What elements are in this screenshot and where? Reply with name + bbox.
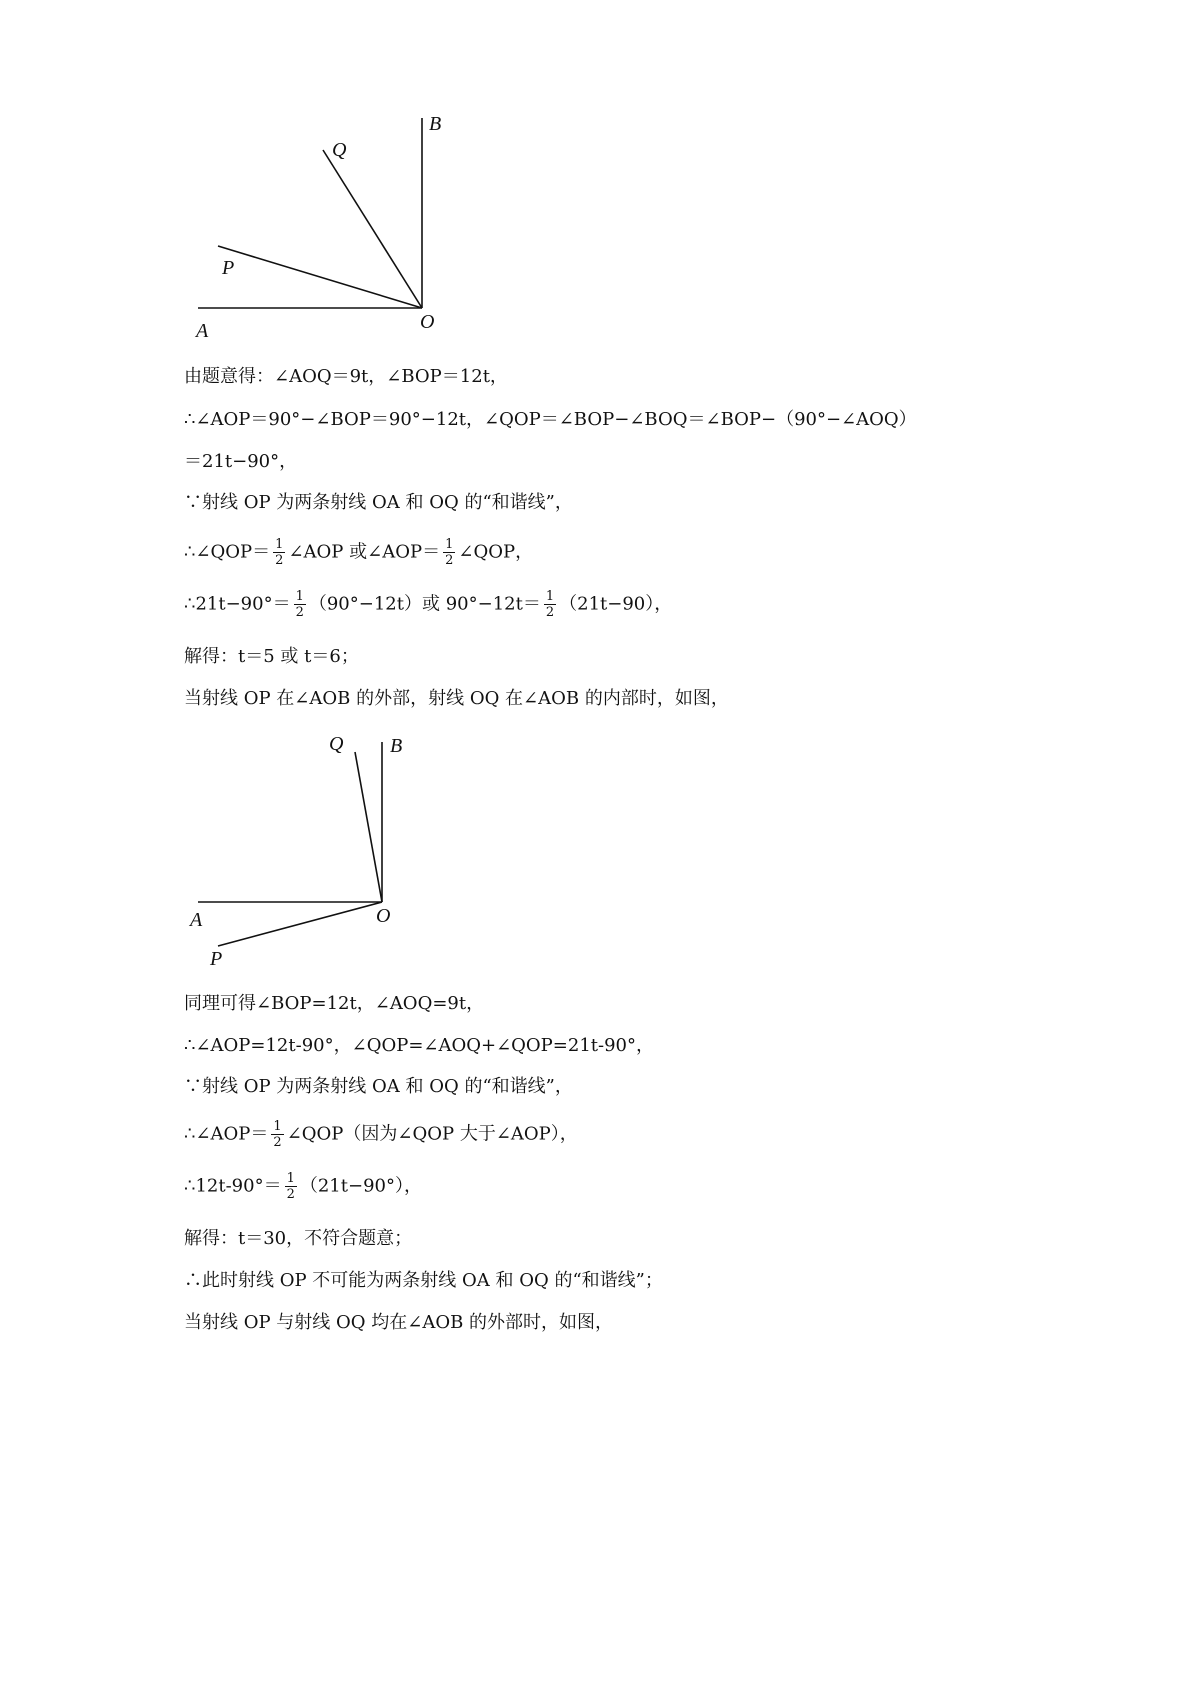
text-line: ∴∠AOP＝90°−∠BOP＝90°−12t，∠QOP＝∠BOP−∠BOQ＝∠BOP−（90°−∠AOQ） <box>184 409 917 430</box>
label-b: B <box>429 113 442 135</box>
text-line: ∴∠AOP=12t-90°，∠QOP=∠AOQ+∠QOP=21t-90°， <box>184 1035 654 1056</box>
text-line-with-fraction: ∴∠AOP＝ $\frac{1}{2}$ ∠QOP（因为∠QOP 大于∠AOP）， <box>184 1119 578 1150</box>
figure-1 <box>180 100 460 340</box>
text-line: ＝21t−90°， <box>184 451 298 472</box>
label-a: A <box>190 909 203 931</box>
text-line: ∵射线 OP 为两条射线 OA 和 OQ 的“和谐线”， <box>184 1076 573 1097</box>
label-o: O <box>420 311 435 333</box>
text-line: 同理可得∠BOP=12t，∠AOQ=9t， <box>184 993 485 1014</box>
label-p: P <box>222 257 235 279</box>
fraction-one-half: $\frac{1}{2}$ <box>275 537 284 568</box>
label-q: Q <box>329 733 344 755</box>
label-o: O <box>376 905 391 927</box>
fraction-one-half: $\frac{1}{2}$ <box>445 537 454 568</box>
text-line: 由题意得：∠AOQ＝9t，∠BOP＝12t， <box>184 366 508 387</box>
text-line-with-fraction: ∴21t−90°＝ $\frac{1}{2}$ （90°−12t）或 90°−12t＝ $\frac{1}{2}$ （21t−90）， <box>184 589 673 620</box>
ray-oq <box>323 150 422 308</box>
text-line-with-fraction: ∴∠QOP＝ $\frac{1}{2}$ ∠AOP 或∠AOP＝ $\frac{1}{2}$ ∠QOP， <box>184 537 534 568</box>
fraction-one-half: $\frac{1}{2}$ <box>545 589 555 620</box>
angle-diagram-1 <box>180 100 460 340</box>
fraction-one-half: $\frac{1}{2}$ <box>295 589 304 620</box>
text-line: 当射线 OP 在∠AOB 的外部，射线 OQ 在∠AOB 的内部时，如图， <box>184 688 729 709</box>
text-line: 当射线 OP 与射线 OQ 均在∠AOB 的外部时，如图， <box>184 1312 614 1333</box>
figure-2 <box>180 730 420 980</box>
label-q: Q <box>332 139 347 161</box>
text-line-with-fraction: ∴12t-90°＝ $\frac{1}{2}$ （21t−90°）， <box>184 1171 422 1202</box>
label-p: P <box>210 948 223 970</box>
ray-op <box>218 246 422 308</box>
fraction-one-half: $\frac{1}{2}$ <box>286 1171 295 1202</box>
label-b: B <box>390 735 403 757</box>
fraction-one-half: $\frac{1}{2}$ <box>273 1119 282 1150</box>
angle-diagram-2 <box>180 730 420 980</box>
label-a: A <box>196 320 209 340</box>
text-line: ∵射线 OP 为两条射线 OA 和 OQ 的“和谐线”， <box>184 492 573 513</box>
ray-op <box>218 902 382 946</box>
text-line: ∴此时射线 OP 不可能为两条射线 OA 和 OQ 的“和谐线”； <box>184 1270 663 1291</box>
ray-oq <box>355 752 382 902</box>
text-line: 解得：t＝30，不符合题意； <box>184 1228 413 1249</box>
text-line: 解得：t＝5 或 t＝6； <box>184 646 359 667</box>
